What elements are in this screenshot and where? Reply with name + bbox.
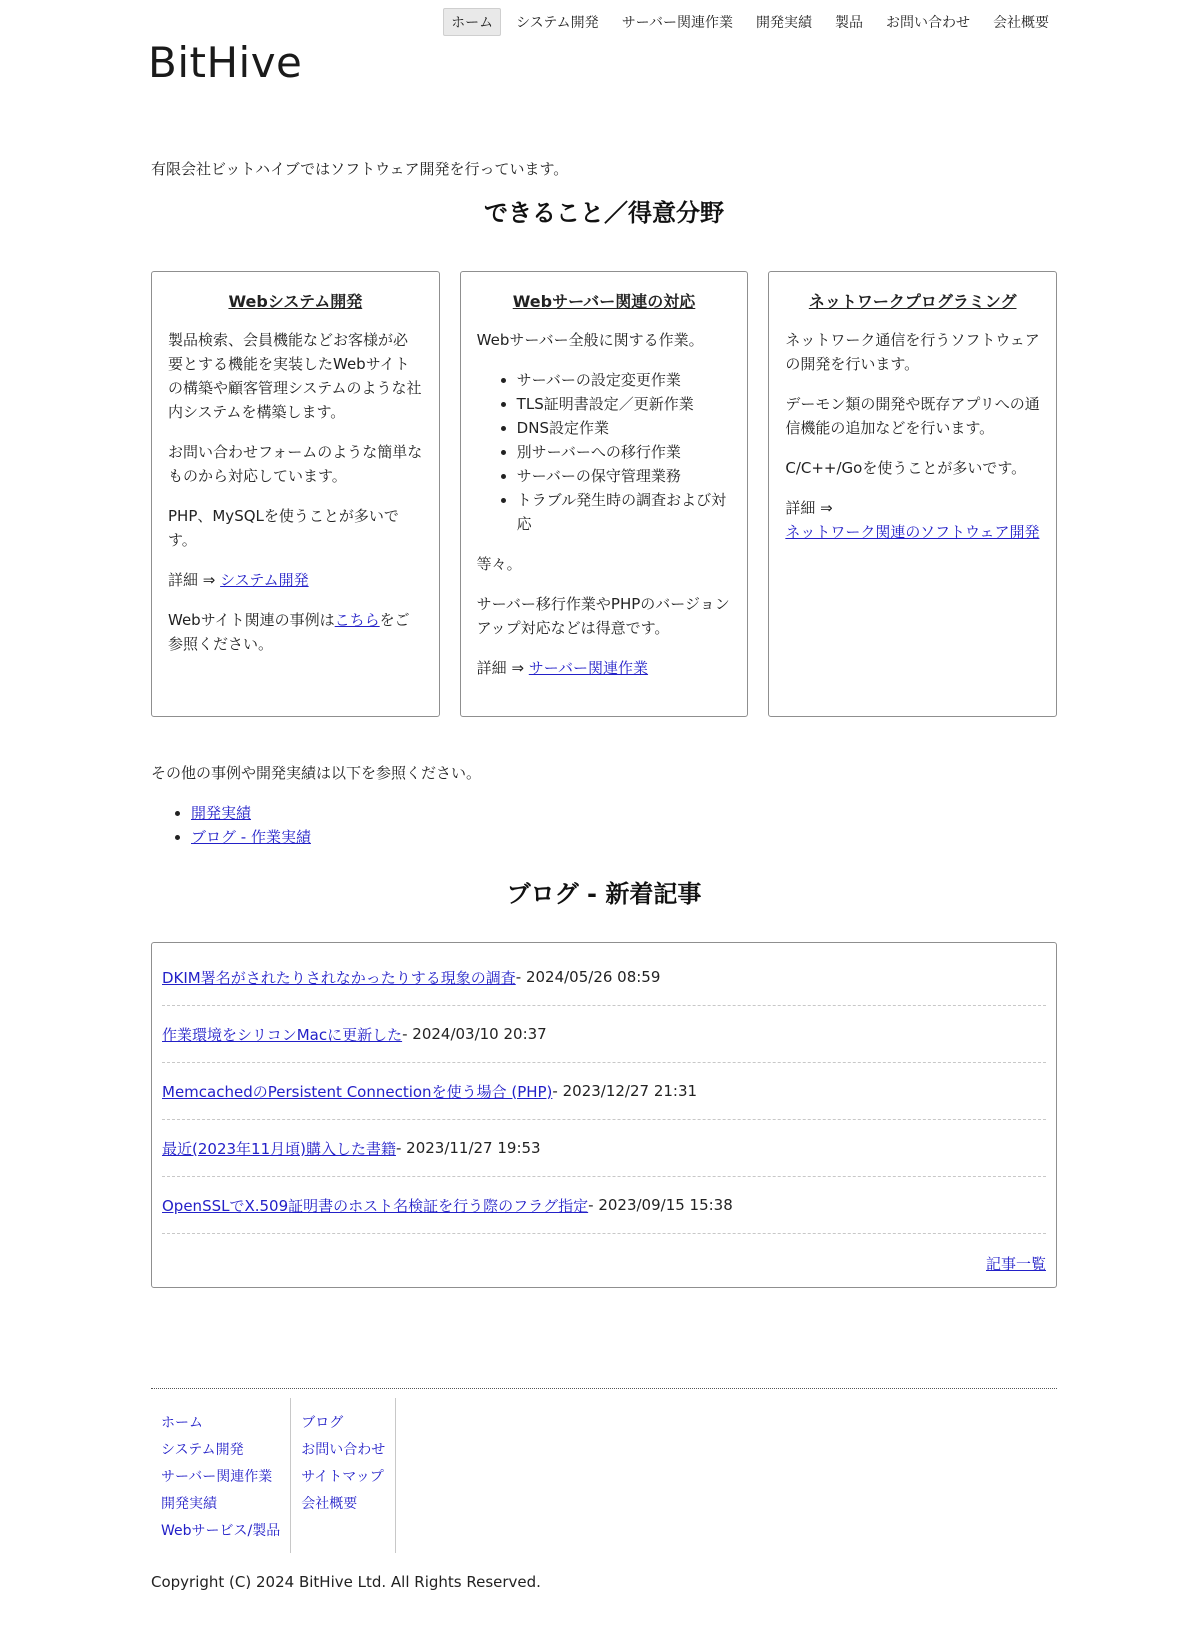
blog-post-date: - 2023/12/27 21:31	[552, 1082, 698, 1100]
list-item	[191, 801, 481, 825]
card-text: ネットワーク通信を行うソフトウェアの開発を行います。	[785, 331, 1040, 373]
footer-link-contact[interactable]: お問い合わせ	[301, 1442, 386, 1458]
link-network-software[interactable]: ネットワーク関連のソフトウェア開発	[785, 523, 1040, 541]
card-text: 等々。	[476, 555, 522, 573]
footer-link-server-work[interactable]: サーバー関連作業	[161, 1469, 273, 1485]
server-task-list	[477, 368, 732, 536]
card-web-system	[151, 271, 440, 717]
card-text: C/C++/Goを使うことが多いです。	[785, 459, 1027, 477]
blog-post-link[interactable]: OpenSSLでX.509証明書のホスト名検証を行う際のフラグ指定	[162, 1196, 589, 1215]
footer-links	[151, 1398, 396, 1553]
card-detail	[785, 496, 1040, 544]
footer-link-web-services-products[interactable]: Webサービス/製品	[161, 1523, 281, 1539]
footer-link-home[interactable]: ホーム	[161, 1415, 203, 1431]
detail-prefix: 詳細 ⇒	[168, 571, 221, 589]
nav-system-development[interactable]: システム開発	[516, 15, 599, 31]
card-case	[168, 608, 423, 656]
list-item: • DNS設定作業	[517, 416, 732, 440]
blog-post-link[interactable]: 作業環境をシリコンMacに更新した	[162, 1025, 403, 1044]
nav-server-work[interactable]: サーバー関連作業	[621, 15, 733, 31]
blog-list	[151, 942, 1057, 1288]
list-item: • 別サーバーへの移行作業	[517, 440, 732, 464]
detail-prefix: 詳細 ⇒	[785, 499, 833, 517]
nav-home[interactable]: ホーム	[443, 8, 501, 36]
list-item: • トラブル発生時の調査および対応	[517, 488, 732, 536]
top-navigation	[436, 8, 1057, 36]
nav-company[interactable]: 会社概要	[993, 15, 1049, 31]
all-posts-link[interactable]: 記事一覧	[985, 1254, 1046, 1273]
footer-link-sitemap[interactable]: サイトマップ	[301, 1469, 384, 1485]
card-text: PHP、MySQLを使うことが多いです。	[168, 507, 399, 549]
card-detail	[477, 656, 732, 680]
blog-post-row	[162, 1006, 1046, 1063]
blog-post-row	[162, 1120, 1046, 1177]
link-system-development[interactable]: システム開発	[220, 571, 309, 589]
detail-prefix: 詳細 ⇒	[476, 659, 529, 677]
blog-post-date: - 2023/09/15 15:38	[588, 1196, 733, 1214]
footer-divider	[151, 1388, 1057, 1389]
footer-column-2	[291, 1398, 396, 1553]
blog-post-row	[162, 949, 1046, 1006]
footer-link-system-development[interactable]: システム開発	[161, 1442, 244, 1458]
link-development-results[interactable]: 開発実績	[191, 804, 252, 822]
card-title: Webシステム開発	[228, 292, 363, 311]
link-blog-work-results[interactable]: ブログ - 作業実績	[191, 828, 311, 846]
copyright: Copyright (C) 2024 BitHive Ltd. All Rights Reserved.	[151, 1573, 541, 1591]
list-item: • TLS証明書設定／更新作業	[517, 392, 732, 416]
blog-post-date: - 2024/03/10 20:37	[402, 1025, 547, 1043]
footer-link-blog[interactable]: ブログ	[301, 1415, 344, 1431]
blog-post-link[interactable]: DKIM署名がされたりされなかったりする現象の調査	[162, 968, 516, 987]
link-server-work[interactable]: サーバー関連作業	[528, 659, 649, 677]
nav-development-results[interactable]: 開発実績	[756, 15, 812, 31]
case-prefix: Webサイト関連の事例は	[168, 611, 335, 629]
case-suffix: をご参照ください。	[168, 611, 410, 653]
nav-products[interactable]: 製品	[835, 15, 863, 31]
card-title: Webサーバー関連の対応	[512, 292, 696, 311]
card-web-server	[460, 271, 749, 717]
list-item	[191, 825, 481, 849]
footer-column-1	[151, 1398, 291, 1553]
nav-contact[interactable]: お問い合わせ	[886, 15, 970, 31]
blog-post-row	[162, 1063, 1046, 1120]
card-detail	[168, 568, 423, 592]
intro-text: 有限会社ビットハイブではソフトウェア開発を行っています。	[151, 160, 569, 178]
card-text: デーモン類の開発や既存アプリへの通信機能の追加などを行います。	[785, 395, 1040, 437]
card-title: ネットワークプログラミング	[808, 292, 1017, 311]
blog-post-date: - 2024/05/26 08:59	[515, 968, 661, 986]
list-item: • サーバーの保守管理業務	[517, 464, 732, 488]
more-text: その他の事例や開発実績は以下を参照ください。	[151, 764, 482, 782]
blog-post-link[interactable]: MemcachedのPersistent Connectionを使う場合 (PHP)	[162, 1082, 553, 1101]
capabilities-heading: できること／得意分野	[484, 199, 724, 227]
footer-link-development-results[interactable]: 開発実績	[161, 1496, 217, 1512]
blog-post-row	[162, 1177, 1046, 1234]
link-case-here[interactable]: こちら	[334, 611, 380, 629]
card-text: サーバー移行作業やPHPのバージョンアップ対応などは得意です。	[476, 595, 730, 637]
footer-link-company[interactable]: 会社概要	[301, 1496, 358, 1512]
blog-heading: ブログ - 新着記事	[506, 880, 702, 908]
more-examples	[151, 761, 481, 849]
blog-post-date: - 2023/11/27 19:53	[395, 1139, 541, 1157]
card-text: 製品検索、会員機能などお客様が必要とする機能を実装したWebサイトの構築や顧客管理システムのような社内システムを構築します。	[168, 331, 422, 421]
site-logo[interactable]: BitHive	[148, 38, 303, 87]
card-text: Webサーバー全般に関する作業。	[476, 331, 704, 349]
card-network-programming	[768, 271, 1057, 717]
blog-footer	[162, 1234, 1046, 1292]
list-item: • サーバーの設定変更作業	[517, 368, 732, 392]
card-text: お問い合わせフォームのような簡単なものから対応しています。	[168, 443, 423, 485]
capability-cards	[151, 271, 1057, 717]
blog-post-link[interactable]: 最近(2023年11月頃)購入した書籍	[162, 1139, 396, 1158]
more-links	[151, 801, 481, 849]
